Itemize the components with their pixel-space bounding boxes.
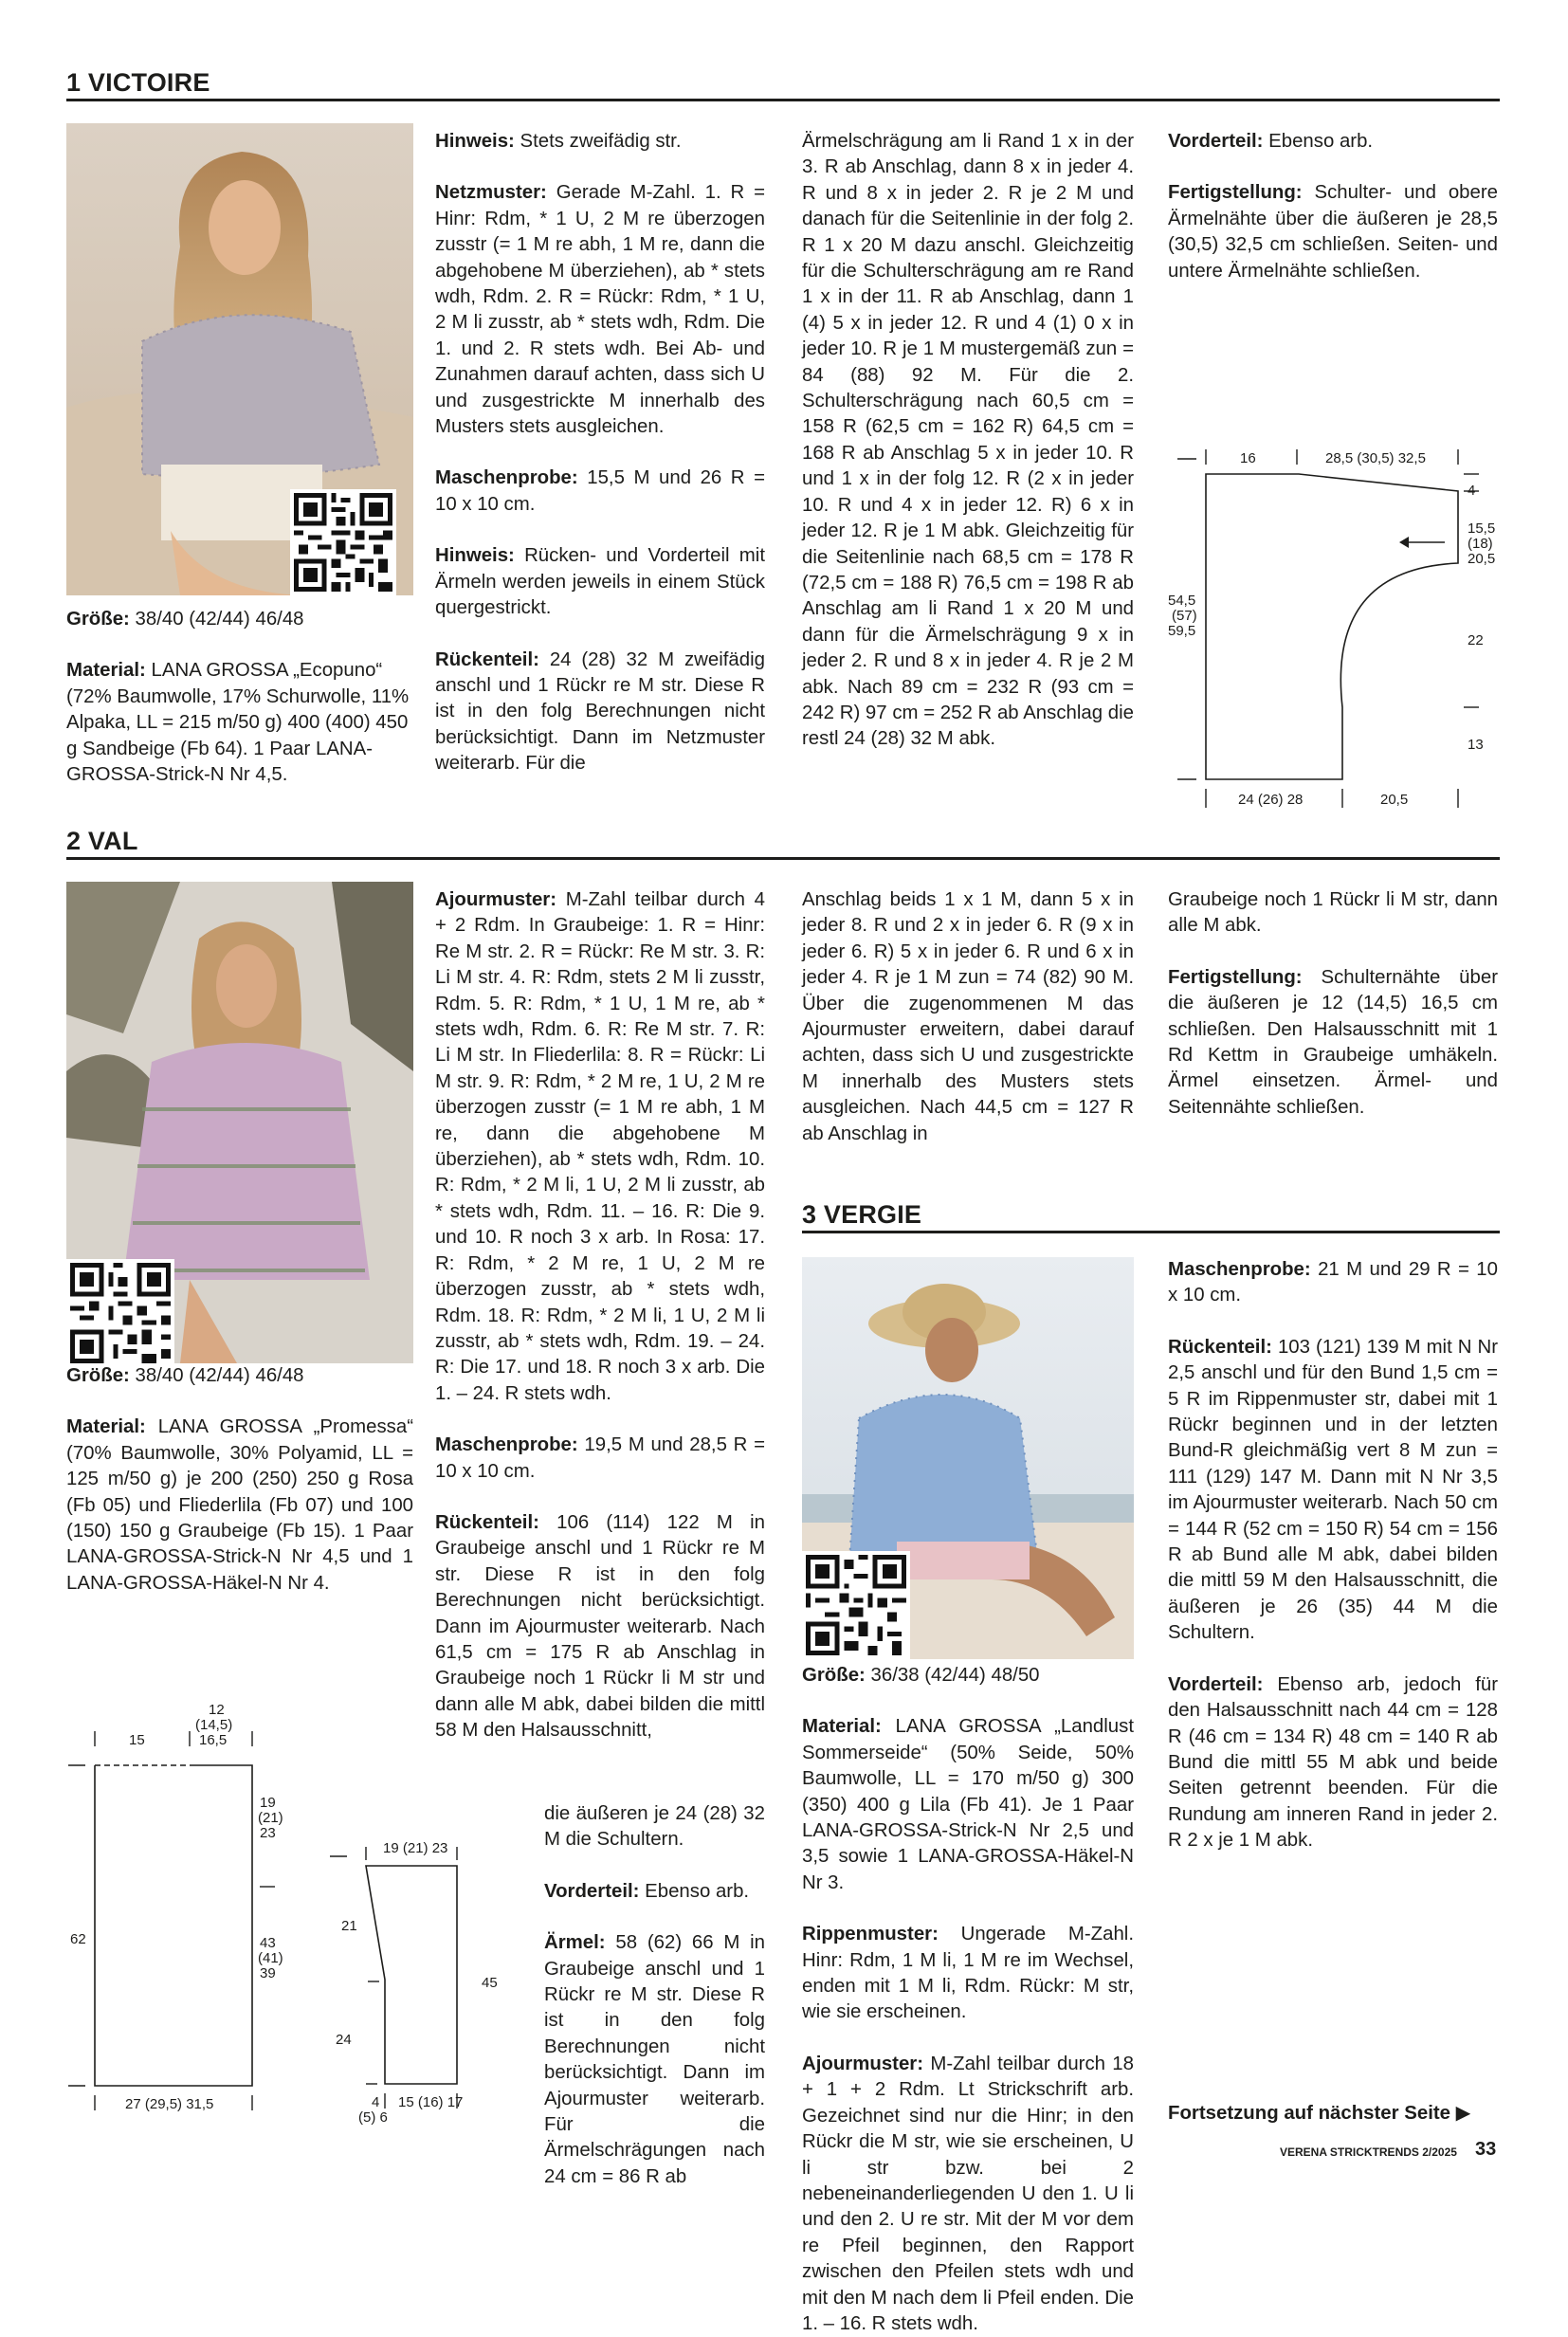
svg-text:21: 21 bbox=[341, 1918, 357, 1934]
val-body-schematic bbox=[57, 1697, 284, 2114]
svg-text:19: 19 bbox=[260, 1795, 276, 1811]
svg-text:62: 62 bbox=[70, 1931, 86, 1947]
vergie-col3: Größe: 36/38 (42/44) 48/50 Material: LANA GROSSA „Landlust Sommerseide“ (50% Seide, 50% Baumwolle, LL = 170 m/50 g) 300 (350) 400 g Lila (Fb 41). Je 1 Paar LANA-GROSSA-Strick-N Nr 2,5 und 3,5 sowie 1 LANA-GROSSA-Häkel-N Nr 3. Rippenmuster: Ungerade M-Zahl. Hinr: Rdm, 1 M li, 1 M re im Wechsel, enden mit 1 M li, Rdm. Rückr: M str, wie sie erscheinen. Ajourmuster: M-Zahl teilbar durch 18 + 1 + 2 Rdm. Lt Strickschrift arb. Gezeichnet sind nur die Hinr; in den Rückr die M str, wie sie erscheinen, U li str bzw. bei 2 nebeneinanderliegenden U den 1. U li und den 2. U re str. Mit der M vor dem re Pfeil beginnen, den Rapport zwischen den Pfeilen stets wdh und mit den M nach dem li Pfeil enden. Die 1. – 16. R stets wdh. bbox=[802, 1665, 1134, 2334]
qr-code[interactable] bbox=[66, 1259, 174, 1367]
qr-code[interactable] bbox=[802, 1551, 910, 1659]
svg-text:(5) 6: (5) 6 bbox=[358, 2109, 388, 2126]
victoire-col4: Vorderteil: Ebenso arb. Fertigstellung: Schulter- und obere Ärmelnähte über die äußeren je 28,5 (30,5) 32,5 cm schließen. Seiten- und untere Ärmelnähte schließen. bbox=[1168, 131, 1498, 282]
dim-top-b: 28,5 (30,5) 32,5 bbox=[1325, 450, 1426, 466]
section-rule bbox=[802, 1231, 1500, 1233]
victoire-col3: Ärmelschrägung am li Rand 1 x in der 3. R ab Anschlag, dann 8 x in jeder 4. R und 8 x in jeder 2. R je 2 M und danach für die Seitenlinie in der folg 2. R 1 x 20 M dazu anschl. Gleichzeitig für die Schulterschrägung am re Rand 1 x in der 11. R ab Anschlag, dann 1 (4) 5 x in jeder 12. R und 4 (1) 0 x in jeder 10. R je 1 M mustergemäß zun = 84 (88) 92 M. Für die 2. Schulterschrägung nach 60,5 cm = 158 R (62,5 cm = 162 R) 64,5 cm = 168 R ab Anschlag 5 x in jeder 10. R und 1 x in der folg 12. R (2 x in jeder 10. R und 4 x in jeder 12. R) 6 x in jeder 12. R je 1 M abk. Gleichzeitig für die Seitenlinie nach 68,5 cm = 178 R (72,5 cm = 188 R) 76,5 cm = 198 R ab Anschlag am li Rand 1 x 20 M und dann für die Ärmelschrägung 9 x in jeder 2. R und 8 x in jeder 4. R je 2 M abk. Nach 89 cm = 232 R (93 cm = 242 R) 97 cm = 252 R ab Anschlag die restl 24 (28) 32 M abk. bbox=[802, 131, 1134, 750]
victoire-col1: Größe: 38/40 (42/44) 46/48 Material: LANA GROSSA „Ecopuno“ (72% Baumwolle, 17% Schurwolle, 11% Alpaka, LL = 215 m/50 g) 400 (400) 450 g Sandbeige (Fb 64). 1 Paar LANA-GROSSA-Strick-N Nr 4,5. bbox=[66, 609, 410, 786]
svg-text:19 (21) 23: 19 (21) 23 bbox=[383, 1840, 448, 1856]
svg-text:22: 22 bbox=[1468, 632, 1484, 648]
section-rule bbox=[66, 99, 1500, 101]
svg-text:15 (16) 17: 15 (16) 17 bbox=[398, 2094, 464, 2110]
svg-text:(21): (21) bbox=[258, 1810, 283, 1826]
svg-text:4: 4 bbox=[372, 2094, 380, 2110]
svg-text:20,5: 20,5 bbox=[1468, 551, 1496, 567]
dim-top-a: 16 bbox=[1240, 450, 1256, 466]
victoire-schematic bbox=[1157, 436, 1517, 825]
section-title-vergie: 3 VERGIE bbox=[802, 1200, 922, 1229]
svg-text:39: 39 bbox=[260, 1965, 276, 1981]
val-col1: Größe: 38/40 (42/44) 46/48 Material: LANA GROSSA „Promessa“ (70% Baumwolle, 30% Polyamid, LL = 125 m/50 g) je 200 (250) 250 g Rosa (Fb 05) und Fliederlila (Fb 07) und 100 (150) 150 g Graubeige (Fb 15). 1 Paar LANA-GROSSA-Strick-N Nr 4,5 und 1 LANA-GROSSA-Häkel-N Nr 4. bbox=[66, 1365, 413, 1594]
svg-text:23: 23 bbox=[260, 1825, 276, 1841]
svg-text:4: 4 bbox=[1468, 483, 1476, 499]
svg-text:15,5: 15,5 bbox=[1468, 520, 1496, 537]
page-number: 33 bbox=[1475, 2139, 1497, 2160]
val-col2: Ajourmuster: M-Zahl teilbar durch 4 + 2 Rdm. In Graubeige: 1. R = Hinr: Re M str. 2. R = Rückr: Re M str. 3. R: Li M str. 4. R: Rdm, stets 2 M li zusstr, Rdm. 5. R: Rdm, * 1 U, 1 M re, ab * stets wdh, Rdm. 6. R: Re M str. 7. R: Li M str. In Fliederlila: 8. R = Rückr: Li M str. 9. R: Rdm, * 2 M re, 1 U, 2 M re überzogen zusstr (= 1 M re abh, 1 M re, dann die abgehobene M überziehen), ab * stets wdh, Rdm. 10. R: Rdm, * 2 M li, 1 U, 2 M li zusstr, ab * stets wdh, Rdm. 11. – 16. R: Die 9. und 10. R noch 3 x arb. In Rosa: 17. R: Rdm, * 2 M re, 1 U, 2 M re überzogen zusstr, ab * stets wdh, Rdm. 18. R: Rdm, * 2 M li, 1 U, 2 M li zusstr, ab * stets wdh, Rdm. 19. – 24. R: Die 17. und 18. R noch 3 x arb. Die 1. – 24. R stets wdh. Maschenprobe: 19,5 M und 28,5 R = 10 x 10 cm. Rückenteil: 106 (114) 122 M in Graubeige anschl und 1 Rückr re M str. Diese R ist in den folg Berechnungen nicht berücksichtigt. Dann im Ajourmuster weiterarb. Nach 61,5 cm = 175 R ab Anschlag in Graubeige noch 1 Rückr li M str und dann alle M abk, dabei bilden die mittl 58 M den Halsausschnitt, bbox=[435, 889, 766, 1742]
svg-text:16,5: 16,5 bbox=[199, 1732, 228, 1748]
svg-text:13: 13 bbox=[1468, 737, 1484, 753]
svg-text:(57): (57) bbox=[1172, 608, 1197, 624]
continue-note[interactable]: Fortsetzung auf nächster Seite ▶ bbox=[1168, 2103, 1471, 2124]
vergie-col4: Maschenprobe: 21 M und 29 R = 10 x 10 cm. Rückenteil: 103 (121) 139 M mit N Nr 2,5 anschl und für den Bund 1,5 cm = 5 R im Rippenmuster str, dabei mit 1 Rückr beginnen und in der letzten Bund-R gleichmäßig vert 8 M zun = 111 (129) 147 M. Dann mit N Nr 3,5 im Ajourmuster weiterarb. Nach 50 cm = 144 R (52 cm = 150 R) 54 cm = 156 R ab Bund alle M abk, dabei bilden die mittl 59 M den Halsausschnitt, die äußeren je 26 (35) 44 M die Schultern. Vorderteil: Ebenso arb, jedoch für den Halsausschnitt nach 44 cm = 128 R (46 cm = 134 R) 48 cm = 140 R ab Bund die mittl 55 M abk und beide Seiten getrennt beenden. Für die Rundung am inneren Rand in jeder 2. R 2 x je 1 M abk. bbox=[1168, 1259, 1499, 1852]
svg-text:59,5: 59,5 bbox=[1168, 623, 1196, 639]
val-col2-lower: die äußeren je 24 (28) 32 M die Schultern. Vorderteil: Ebenso arb. Ärmel: 58 (62) 66 M in Graubeige anschl und 1 Rückr re M str. Diese R ist in den folg Berechnungen nicht berücksichtigt. Dann im Ajourmuster weiterarb. Für die Ärmelschrägungen nach 24 cm = 86 R ab bbox=[544, 1803, 766, 2187]
svg-text:(14,5): (14,5) bbox=[195, 1717, 233, 1733]
qr-code[interactable] bbox=[290, 489, 396, 595]
svg-text:15: 15 bbox=[129, 1732, 145, 1748]
section-title-val: 2 VAL bbox=[66, 827, 138, 855]
svg-text:12: 12 bbox=[209, 1702, 225, 1718]
svg-text:24: 24 bbox=[336, 2032, 352, 2048]
svg-text:54,5: 54,5 bbox=[1168, 593, 1196, 609]
val-col3: Anschlag beids 1 x 1 M, dann 5 x in jeder 8. R und 2 x in jeder 6. R (9 x in jeder 6. R) 5 x in jeder 6. R und 6 x in jeder 4. R je 1 M zun = 74 (82) 90 M. Über die zugenommenen M das Ajourmuster erweitern, dabei darauf achten, dass sich U und zusgestrickte M innerhalb des Musters stets ausgleichen. Nach 44,5 cm = 127 R ab Anschlag in bbox=[802, 889, 1134, 1144]
svg-text:24 (26) 28: 24 (26) 28 bbox=[1238, 792, 1304, 808]
section-rule bbox=[66, 857, 1500, 860]
svg-text:27 (29,5) 31,5: 27 (29,5) 31,5 bbox=[125, 2096, 214, 2112]
svg-text:(18): (18) bbox=[1468, 536, 1493, 552]
val-sleeve-schematic bbox=[322, 1824, 512, 2127]
section-title-victoire: 1 VICTOIRE bbox=[66, 68, 210, 97]
svg-text:45: 45 bbox=[482, 1975, 498, 1991]
svg-text:20,5: 20,5 bbox=[1380, 792, 1409, 808]
val-col4: Graubeige noch 1 Rückr li M str, dann alle M abk. Fertigstellung: Schulternähte über die äußeren je 12 (14,5) 16,5 cm schließen. Den Halsausschnitt mit 1 Rd Kettm in Graubeige umhäkeln. Ärmel einsetzen. Ärmel- und Seitennähte schließen. bbox=[1168, 889, 1498, 1118]
svg-text:(41): (41) bbox=[258, 1950, 283, 1966]
footer-magazine: VERENA STRICKTRENDS 2/2025 bbox=[1280, 2145, 1457, 2159]
victoire-col2: Hinweis: Stets zweifädig str. Netzmuster: Gerade M-Zahl. 1. R = Hinr: Rdm, * 1 U, 2 M re überzogen zusstr (= 1 M re abh, 1 M re, dann die abgehobene M überziehen), ab * stets wdh, Rdm. 2. R = Rückr: Rdm, * 1 U, 2 M li zusstr, ab * stets wdh, Rdm. Die 1. und 2. R stets wdh. Bei Ab- und Zunahmen darauf achten, dass sich U und zusgestrickte M innerhalb des Musters stets ausgleichen. Maschenprobe: 15,5 M und 26 R = 10 x 10 cm. Hinweis: Rücken- und Vorderteil mit Ärmeln werden jeweils in einem Stück quergestrickt. Rückenteil: 24 (28) 32 M zweifädig anschl und 1 Rückr re M str. Diese R ist in den folg Berechnungen nicht berücksichtigt. Dann im Netzmuster weiterarb. Für die bbox=[435, 131, 766, 775]
svg-text:43: 43 bbox=[260, 1935, 276, 1951]
